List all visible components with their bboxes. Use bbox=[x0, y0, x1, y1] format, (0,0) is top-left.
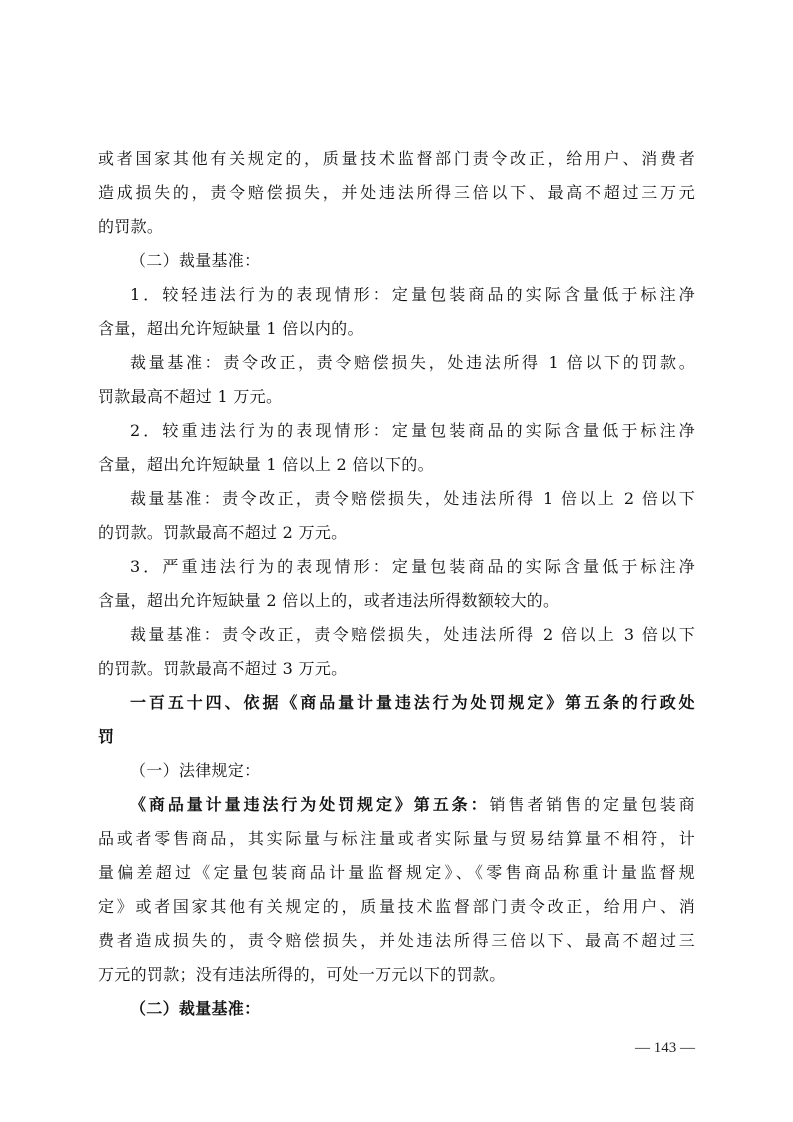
text-line: 或者国家其他有关规定的，质量技术监督部门责令改正，给用户、消费者 bbox=[98, 149, 695, 168]
text-line: 万元的罚款；没有违法所得的，可处一万元以下的罚款。 bbox=[98, 965, 506, 984]
text-line: 的罚款。 bbox=[98, 217, 164, 236]
paragraph-continuation bbox=[98, 142, 695, 244]
article-citation: 《商品量计量违法行为处罚规定》第五条： bbox=[130, 795, 490, 814]
text-line: 含量，超出允许短缺量 1 倍以上 2 倍以下的。 bbox=[98, 455, 434, 474]
text-line: 罚 bbox=[98, 727, 115, 746]
text-line: 量偏差超过《定量包装商品计量监督规定》、《零售商品称重计量监督规 bbox=[98, 863, 695, 882]
page-number: — 143 — bbox=[635, 1040, 695, 1056]
paragraph-severe-violation bbox=[98, 550, 695, 618]
text-line: 裁量基准：责令改正，责令赔偿损失，处违法所得 2 倍以上 3 倍以下 bbox=[130, 625, 695, 644]
paragraph-serious-violation bbox=[98, 414, 695, 482]
text-run: 销售者销售的定量包装商 bbox=[489, 795, 695, 814]
section-title-154 bbox=[98, 686, 695, 754]
text-line: 费者造成损失的，责令赔偿损失，并处违法所得三倍以下、最高不超过三 bbox=[98, 931, 695, 950]
paragraph-serious-standard bbox=[98, 482, 695, 550]
text-line: 2．较重违法行为的表现情形：定量包装商品的实际含量低于标注净 bbox=[130, 421, 695, 440]
document-body bbox=[98, 142, 695, 1026]
text-line: 含量，超出允许短缺量 1 倍以内的。 bbox=[98, 319, 364, 338]
text-line bbox=[98, 788, 695, 822]
paragraph-legal-article bbox=[98, 788, 695, 992]
text-line: 定》或者国家其他有关规定的，质量技术监督部门责令改正，给用户、消 bbox=[98, 897, 695, 916]
text-line: 品或者零售商品，其实际量与标注量或者实际量与贸易结算量不相符，计 bbox=[98, 829, 695, 848]
text-line: 的罚款。罚款最高不超过 3 万元。 bbox=[98, 659, 348, 678]
section-heading: （二）裁量基准： bbox=[130, 251, 261, 270]
text-line: 一百五十四、依据《商品量计量违法行为处罚规定》第五条的行政处 bbox=[130, 693, 695, 712]
text-line: 罚款最高不超过 1 万元。 bbox=[98, 387, 283, 406]
section-heading: （二）裁量基准： bbox=[130, 999, 261, 1018]
paragraph-minor-violation bbox=[98, 278, 695, 346]
text-line: 3．严重违法行为的表现情形：定量包装商品的实际含量低于标注净 bbox=[130, 557, 695, 576]
text-line: 裁量基准：责令改正，责令赔偿损失，处违法所得 1 倍以下的罚款。 bbox=[130, 353, 695, 372]
paragraph-minor-standard bbox=[98, 346, 695, 414]
paragraph-severe-standard bbox=[98, 618, 695, 686]
text-line: 含量，超出允许短缺量 2 倍以上的，或者违法所得数额较大的。 bbox=[98, 591, 560, 610]
section-heading: （一）法律规定： bbox=[130, 761, 261, 780]
text-line: 造成损失的，责令赔偿损失，并处违法所得三倍以下、最高不超过三万元 bbox=[98, 183, 695, 202]
text-line: 1．较轻违法行为的表现情形：定量包装商品的实际含量低于标注净 bbox=[130, 285, 695, 304]
text-line: 的罚款。罚款最高不超过 2 万元。 bbox=[98, 523, 348, 542]
text-line: 裁量基准：责令改正，责令赔偿损失，处违法所得 1 倍以上 2 倍以下 bbox=[130, 489, 695, 508]
